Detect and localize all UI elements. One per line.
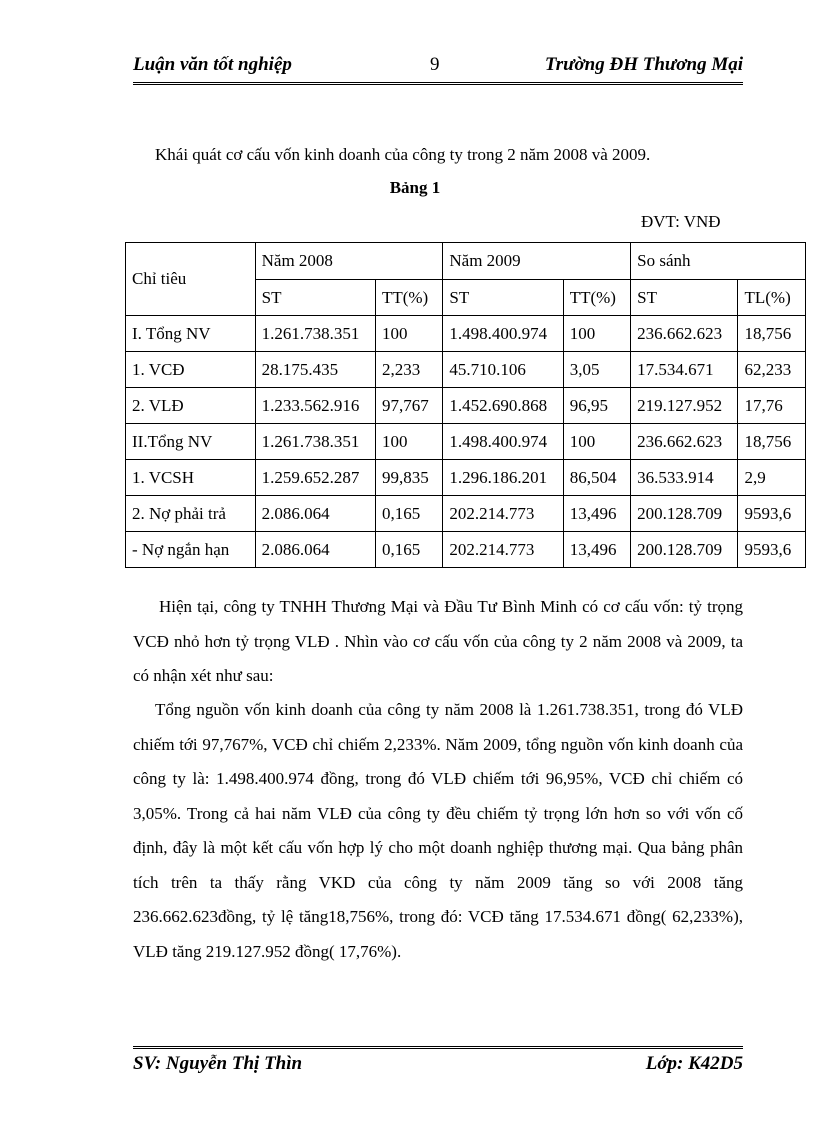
cell-tl-compare: 2,9 — [738, 460, 806, 496]
cell-tt-2008: 97,767 — [375, 388, 442, 424]
header-year-2009: Năm 2009 — [443, 243, 631, 280]
table-row — [126, 352, 806, 388]
cell-tt-2009: 100 — [563, 316, 630, 352]
cell-tt-2008: 2,233 — [375, 352, 442, 388]
cell-st-2009: 1.296.186.201 — [443, 460, 563, 496]
cell-tl-compare: 9593,6 — [738, 496, 806, 532]
table-row — [126, 532, 806, 568]
table-header-row — [126, 243, 806, 280]
cell-tt-2009: 13,496 — [563, 496, 630, 532]
cell-st-compare: 200.128.709 — [631, 496, 738, 532]
cell-tt-2008: 100 — [375, 316, 442, 352]
cell-indicator: 2. Nợ phải trả — [126, 496, 256, 532]
paragraph-capital-structure — [133, 590, 743, 694]
cell-st-compare: 236.662.623 — [631, 316, 738, 352]
table-row — [126, 316, 806, 352]
header-year-2008: Năm 2008 — [255, 243, 443, 280]
cell-tt-2008: 0,165 — [375, 496, 442, 532]
table-row — [126, 496, 806, 532]
cell-tl-compare: 18,756 — [738, 424, 806, 460]
cell-st-2008: 2.086.064 — [255, 532, 375, 568]
subheader-st-compare: ST — [631, 280, 738, 316]
cell-tt-2009: 13,496 — [563, 532, 630, 568]
cell-tl-compare: 62,233 — [738, 352, 806, 388]
cell-st-2009: 1.498.400.974 — [443, 424, 563, 460]
cell-tl-compare: 17,76 — [738, 388, 806, 424]
page-header — [133, 50, 743, 85]
cell-indicator: I. Tổng NV — [126, 316, 256, 352]
cell-st-compare: 17.534.671 — [631, 352, 738, 388]
cell-st-2009: 45.710.106 — [443, 352, 563, 388]
cell-tt-2009: 100 — [563, 424, 630, 460]
subheader-tt-2008: TT(%) — [375, 280, 442, 316]
table-row — [126, 424, 806, 460]
header-thesis-title: Luận văn tốt nghiệp — [133, 54, 292, 75]
header-university: Trường ĐH Thương Mại — [544, 54, 743, 75]
cell-st-compare: 200.128.709 — [631, 532, 738, 568]
header-page-number: 9 — [430, 54, 440, 75]
cell-st-2009: 1.498.400.974 — [443, 316, 563, 352]
cell-tt-2009: 86,504 — [563, 460, 630, 496]
cell-indicator: 1. VCSH — [126, 460, 256, 496]
cell-st-2008: 1.261.738.351 — [255, 424, 375, 460]
unit-label: ĐVT: VNĐ — [641, 212, 721, 231]
cell-st-compare: 236.662.623 — [631, 424, 738, 460]
table-intro: Khái quát cơ cấu vốn kinh doanh của công ty trong 2 năm 2008 và 2009. — [155, 145, 651, 164]
header-comparison: So sánh — [631, 243, 806, 280]
cell-st-2008: 2.086.064 — [255, 496, 375, 532]
page-footer — [133, 1046, 743, 1079]
cell-st-compare: 219.127.952 — [631, 388, 738, 424]
footer-class: Lớp: K42D5 — [645, 1053, 743, 1074]
cell-tt-2008: 0,165 — [375, 532, 442, 568]
cell-st-2009: 202.214.773 — [443, 496, 563, 532]
cell-indicator: II.Tổng NV — [126, 424, 256, 460]
footer-student-name: SV: Nguyễn Thị Thìn — [133, 1053, 303, 1074]
cell-tt-2008: 99,835 — [375, 460, 442, 496]
cell-st-2008: 1.261.738.351 — [255, 316, 375, 352]
table-row — [126, 388, 806, 424]
cell-tt-2008: 100 — [375, 424, 442, 460]
cell-tt-2009: 3,05 — [563, 352, 630, 388]
table-row — [126, 460, 806, 496]
cell-indicator: 1. VCĐ — [126, 352, 256, 388]
paragraph-text: Hiện tại, công ty TNHH Thương Mại và Đầu Tư Bình Minh có cơ cấu vốn: tỷ trọng VCĐ nhỏ hơn tỷ trọng VLĐ . Nhìn vào cơ cấu vốn của công ty 2 năm 2008 và 2009, ta có nhận xét như sau: — [133, 597, 743, 685]
cell-st-compare: 36.533.914 — [631, 460, 738, 496]
cell-st-2009: 1.452.690.868 — [443, 388, 563, 424]
cell-tt-2009: 96,95 — [563, 388, 630, 424]
subheader-st-2009: ST — [443, 280, 563, 316]
cell-st-2008: 1.259.652.287 — [255, 460, 375, 496]
cell-indicator: - Nợ ngắn hạn — [126, 532, 256, 568]
subheader-tt-2009: TT(%) — [563, 280, 630, 316]
cell-st-2009: 202.214.773 — [443, 532, 563, 568]
table-caption: Bảng 1 — [389, 178, 441, 197]
paragraph-analysis: Tổng nguồn vốn kinh doanh của công ty năm 2008 là 1.261.738.351, trong đó VLĐ chiếm tới 97,767%, VCĐ chỉ chiếm 2,233%. Năm 2009, tổng nguồn vốn kinh doanh của công ty là: 1.498.400.974 đồng, trong đó VLĐ chiếm tới 96,95%, VCĐ chỉ chiếm có 3,05%. Trong cả hai năm VLĐ của công ty đều chiếm tỷ trọng lớn hơn so với vốn cố định, đây là một kết cấu vốn hợp lý cho một doanh nghiệp thương mại. Qua bảng phân tích trên ta thấy rằng VKD của công ty năm 2009 tăng so với 2008 tăng 236.662.623đồng, tỷ lệ tăng18,756%, trong đó: VCĐ tăng 17.534.671 đồng( 62,233%), VLĐ tăng 219.127.952 đồng( 17,76%). — [133, 700, 743, 961]
subheader-st-2008: ST — [255, 280, 375, 316]
header-indicator: Chỉ tiêu — [126, 243, 256, 316]
cell-tl-compare: 9593,6 — [738, 532, 806, 568]
cell-indicator: 2. VLĐ — [126, 388, 256, 424]
cell-st-2008: 28.175.435 — [255, 352, 375, 388]
cell-st-2008: 1.233.562.916 — [255, 388, 375, 424]
capital-structure-table — [125, 242, 806, 568]
cell-tl-compare: 18,756 — [738, 316, 806, 352]
subheader-tl-compare: TL(%) — [738, 280, 806, 316]
